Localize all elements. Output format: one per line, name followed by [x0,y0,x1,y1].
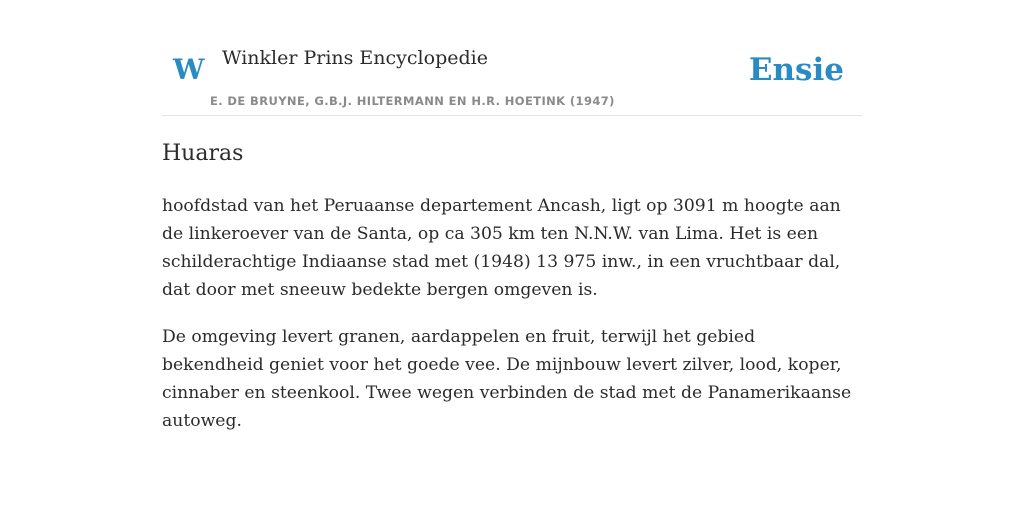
source-logo[interactable]: W [173,53,205,86]
article-title: Huaras [162,141,244,166]
article-paragraph: hoofdstad van het Peruaanse departement Ancash, ligt op 3091 m hoogte aan de linkeroever van de Santa, op ca 305 km ten N.N.W. van Lima. Het is een schilderachtige Indiaanse stad met (1948) 13 975 inw., in een vruchtbaar dal, dat door met sneeuw bedekte bergen omgeven is. [162,196,841,300]
source-title[interactable]: Winkler Prins Encyclopedie [222,47,488,69]
brand-logo[interactable]: Ensie [748,52,844,88]
source-header [162,36,862,116]
article-body [162,192,852,454]
source-authors: E. DE BRUYNE, G.B.J. HILTERMANN EN H.R. HOETINK (1947) [210,94,615,108]
article-paragraph: De omgeving levert granen, aardappelen en fruit, terwijl het gebied bekendheid geniet voor het goede vee. De mijnbouw levert zilver, lood, koper, cinnaber en steenkool. Twee wegen verbinden de stad met de Panamerikaanse autoweg. [162,327,852,431]
